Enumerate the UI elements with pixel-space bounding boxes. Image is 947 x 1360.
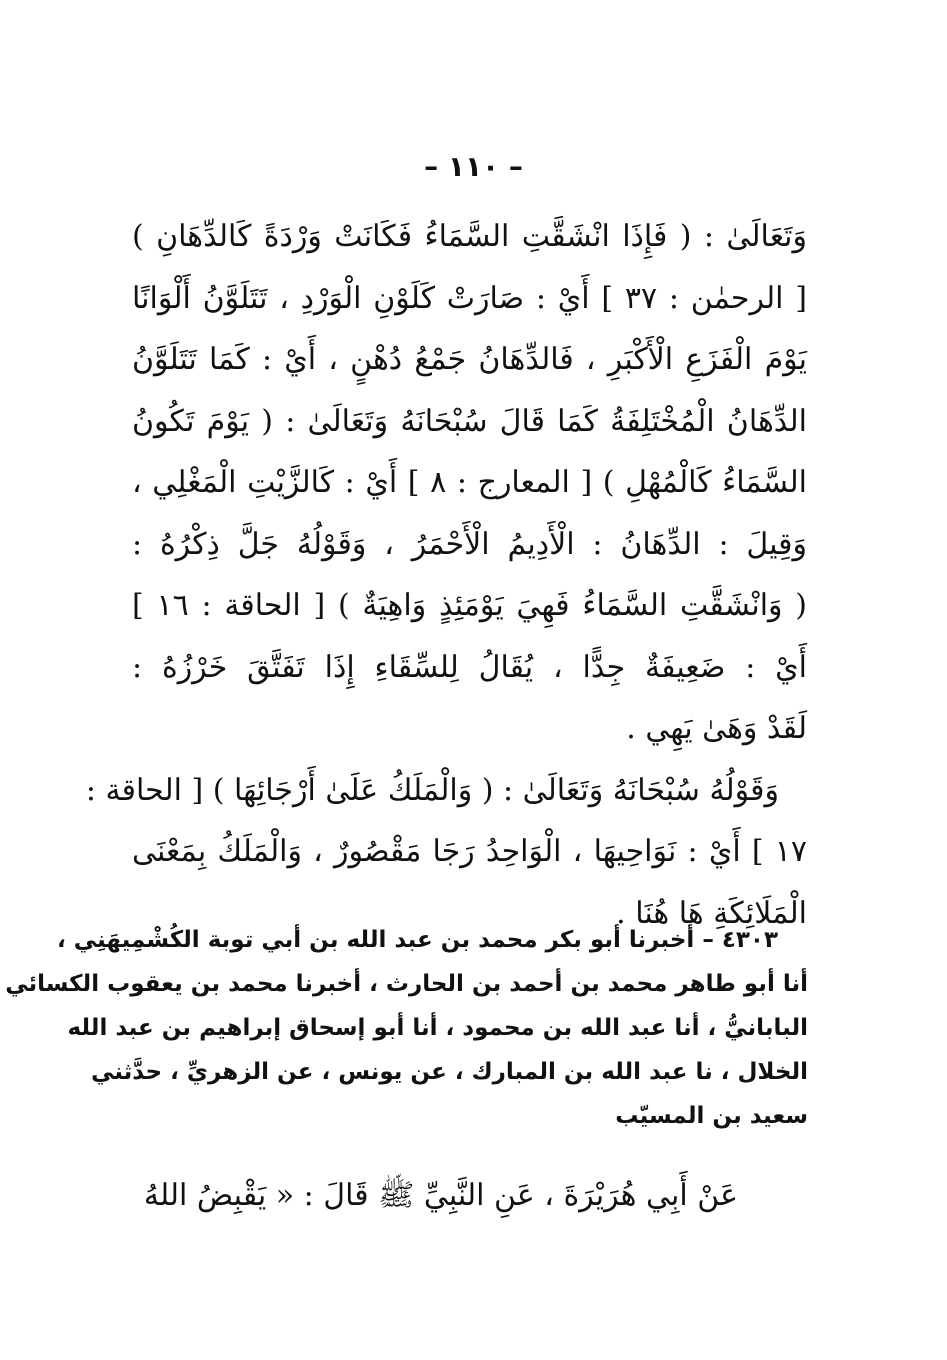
- commentary-text: [85, 206, 807, 944]
- isnad-line: البابانيُّ ، أنا عبد الله بن محمود ، أنا أبو إسحاق إبراهيم بن عبد الله: [67, 1015, 808, 1041]
- commentary-line: السَّمَاءُ كَالْمُهْلِ ) [ المعارج : ٨ ] أَيْ : كَالزَّيْتِ الْمَغْلِي ،: [132, 465, 807, 500]
- hadith-isnad: [5, 918, 808, 1138]
- isnad-line: سعيد بن المسيّب: [615, 1103, 808, 1129]
- commentary-line: وَتَعَالَىٰ : ( فَإِذَا انْشَقَّتِ السَّمَاءُ فَكَانَتْ وَرْدَةً كَالدِّهَانِ ): [132, 219, 807, 254]
- commentary-line: ( وَانْشَقَّتِ السَّمَاءُ فَهِيَ يَوْمَئِذٍ وَاهِيَةٌ ) [ الحاقة : ١٦ ]: [132, 588, 807, 623]
- isnad-line: ٤٣٠٣ – أخبرنا أبو بكر محمد بن عبد الله بن أبي توبة الكُشْمِيهَنِي ،: [57, 927, 778, 953]
- commentary-line: وَقَوْلُهُ سُبْحَانَهُ وَتَعَالَىٰ : ( وَالْمَلَكُ عَلَىٰ أَرْجَائِهَا ) [ الحاقة :: [85, 772, 779, 808]
- isnad-line: الخلال ، نا عبد الله بن المبارك ، عن يونس ، عن الزهريِّ ، حدَّثني: [90, 1059, 808, 1085]
- commentary-line: [ الرحمٰن : ٣٧ ] أَيْ : صَارَتْ كَلَوْنِ الْوَرْدِ ، تَتَلَوَّنُ أَلْوَانًا: [132, 280, 807, 316]
- commentary-line: ١٧ ] أَيْ : نَوَاحِيهَا ، الْوَاحِدُ رَجَا مَقْصُورٌ ، وَالْمَلَكُ بِمَعْنَى: [132, 834, 807, 869]
- commentary-line: الدِّهَانُ الْمُخْتَلِفَةُ كَمَا قَالَ سُبْحَانَهُ وَتَعَالَىٰ : ( يَوْمَ تَكُونُ: [132, 403, 807, 439]
- commentary-line: الْمَلَائِكَةِ هَا هُنَا .: [616, 895, 807, 931]
- commentary-line: وَقِيلَ : الدِّهَانُ : الْأَدِيمُ الْأَحْمَرُ ، وَقَوْلُهُ جَلَّ ذِكْرُهُ :: [132, 526, 807, 562]
- commentary-line: أَيْ : ضَعِيفَةٌ جِدًّا ، يُقَالُ لِلسِّقَاءِ إِذَا تَفَتَّقَ خَرْزُهُ :: [132, 649, 807, 685]
- page-number: – ١١٠ –: [424, 150, 523, 183]
- commentary-line: لَقَدْ وَهَىٰ يَهِي .: [626, 711, 807, 746]
- commentary-line: يَوْمَ الْفَزَعِ الْأَكْبَرِ ، فَالدِّهَانُ جَمْعُ دُهْنٍ ، أَيْ : كَمَا تَتَلَوَّنُ: [132, 342, 807, 377]
- hadith-matn: [128, 1166, 808, 1228]
- isnad-line: أنا أبو طاهر محمد بن أحمد بن الحارث ، أخبرنا محمد بن يعقوب الكسائي: [5, 971, 808, 997]
- matn-line: عَنْ أَبِي هُرَيْرَةَ ، عَنِ النَّبِيِّ ﷺ قَالَ : « يَقْبِضُ اللهُ: [143, 1178, 738, 1213]
